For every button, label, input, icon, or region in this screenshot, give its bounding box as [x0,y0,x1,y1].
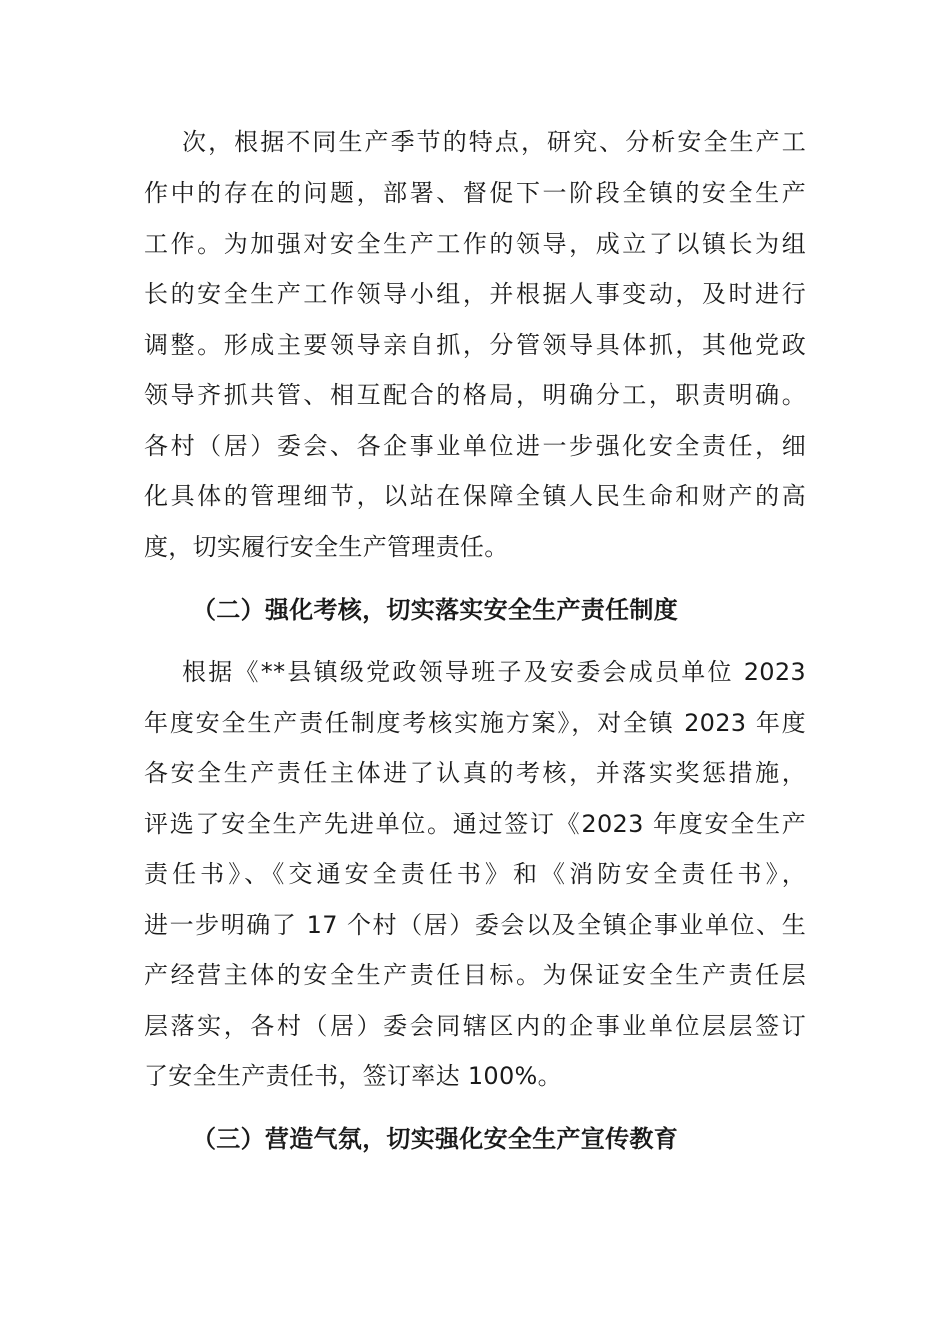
paragraph-2-line: 年度安全生产责任制度考核实施方案》，对全镇 2023 年度 [144,709,806,737]
paragraph-2-line: 根据《**县镇级党政领导班子及安委会成员单位 2023 [182,658,806,686]
paragraph-1-line: 长的安全生产工作领导小组，并根据人事变动，及时进行 [144,280,806,308]
paragraph-1-line: 工作。为加强对安全生产工作的领导，成立了以镇长为组 [144,230,806,258]
paragraph-1-line: 调整。形成主要领导亲自抓，分管领导具体抓，其他党政 [144,331,806,359]
paragraph-1-line: 次，根据不同生产季节的特点，研究、分析安全生产工 [182,128,806,156]
paragraph-2-line: 层落实，各村（居）委会同辖区内的企事业单位层层签订 [144,1012,806,1040]
paragraph-2-line: 各安全生产责任主体进了认真的考核，并落实奖惩措施， [144,759,806,787]
section-heading-3: （三）营造气氛，切实强化安全生产宣传教育 [192,1125,678,1153]
paragraph-1-line: 度，切实履行安全生产管理责任。 [144,533,509,561]
paragraph-2-line: 产经营主体的安全生产责任目标。为保证安全生产责任层 [144,961,806,989]
paragraph-1-line: 作中的存在的问题，部署、督促下一阶段全镇的安全生产 [144,179,806,207]
section-heading-2: （二）强化考核，切实落实安全生产责任制度 [192,596,678,624]
paragraph-2-line: 了安全生产责任书，签订率达 100%。 [144,1062,562,1090]
paragraph-2-line: 进一步明确了 17 个村（居）委会以及全镇企事业单位、生 [144,911,806,939]
paragraph-1-line: 领导齐抓共管、相互配合的格局，明确分工，职责明确。 [144,381,806,409]
paragraph-1-line: 化具体的管理细节，以站在保障全镇人民生命和财产的高 [144,482,806,510]
paragraph-1-line: 各村（居）委会、各企事业单位进一步强化安全责任，细 [144,432,806,460]
paragraph-2-line: 责任书》、《交通安全责任书》和《消防安全责任书》， [144,860,806,888]
paragraph-2-line: 评选了安全生产先进单位。通过签订《2023 年度安全生产 [144,810,806,838]
